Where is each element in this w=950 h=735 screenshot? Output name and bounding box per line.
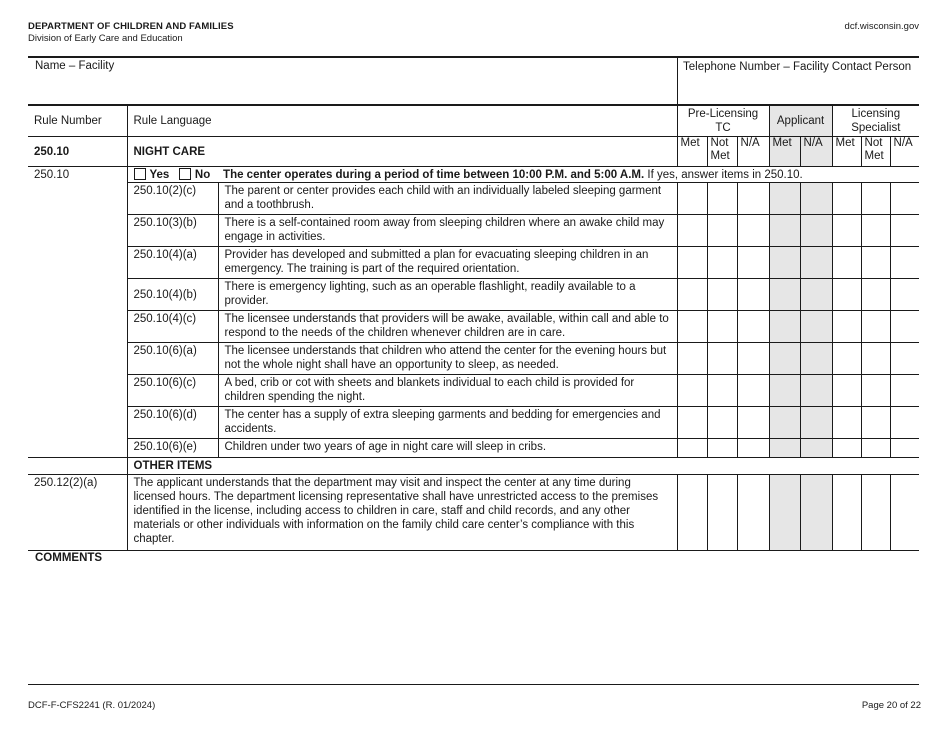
lic-na-cell[interactable] <box>890 310 919 342</box>
header-row-groups <box>28 106 919 136</box>
table-row <box>28 246 919 278</box>
item-rule-text: The licensee understands that children who attend the center for the evening hours but not the whole night shall have an opportunity to sleep, as needed. <box>218 342 677 374</box>
app-met-cell[interactable] <box>769 342 800 374</box>
item-rule-number: 250.10(2)(c) <box>127 182 218 214</box>
pre-met-cell[interactable] <box>677 278 707 310</box>
other-items-heading-row <box>28 457 919 474</box>
lic-met-header: Met <box>832 136 861 166</box>
lic-not-met-cell[interactable] <box>861 474 890 550</box>
website-link[interactable]: dcf.wisconsin.gov <box>844 21 919 32</box>
lic-met-cell[interactable] <box>832 310 861 342</box>
pre-met-cell[interactable] <box>677 474 707 550</box>
pre-not-met-cell[interactable] <box>707 342 737 374</box>
lic-na-cell[interactable] <box>890 246 919 278</box>
pre-met-cell[interactable] <box>677 406 707 438</box>
app-met-cell[interactable] <box>769 182 800 214</box>
condition-row <box>28 166 919 182</box>
section-number: 250.10 <box>28 136 127 166</box>
lic-not-met-cell[interactable] <box>861 182 890 214</box>
table-row <box>28 474 919 550</box>
pre-not-met-cell[interactable] <box>707 406 737 438</box>
lic-not-met-cell[interactable] <box>861 278 890 310</box>
facility-info-box <box>28 56 919 106</box>
pre-met-cell[interactable] <box>677 310 707 342</box>
pre-not-met-cell[interactable] <box>707 374 737 406</box>
facility-phone-field[interactable]: Telephone Number – Facility Contact Person <box>683 61 912 73</box>
item-rule-number: 250.10(4)(b) <box>127 278 218 310</box>
pre-na-header: N/A <box>737 136 769 166</box>
night-care-condition <box>127 166 919 182</box>
lic-na-cell[interactable] <box>890 214 919 246</box>
col-header-rule-language: Rule Language <box>127 106 677 136</box>
pre-met-cell[interactable] <box>677 342 707 374</box>
table-row <box>28 310 919 342</box>
app-met-cell[interactable] <box>769 374 800 406</box>
app-met-cell[interactable] <box>769 278 800 310</box>
app-na-cell[interactable] <box>800 406 832 438</box>
division-name: Division of Early Care and Education <box>28 33 183 44</box>
app-na-cell[interactable] <box>800 438 832 457</box>
item-rule-number: 250.10(4)(c) <box>127 310 218 342</box>
table-row <box>28 278 919 310</box>
pre-not-met-header: Not Met <box>707 136 737 166</box>
lic-met-cell[interactable] <box>832 474 861 550</box>
other-items-title: OTHER ITEMS <box>127 457 919 474</box>
pre-not-met-cell[interactable] <box>707 278 737 310</box>
app-met-cell[interactable] <box>769 246 800 278</box>
item-rule-text: A bed, crib or cot with sheets and blankets individual to each child is provided for children spending the night. <box>218 374 677 406</box>
pre-not-met-cell[interactable] <box>707 438 737 457</box>
lic-not-met-cell[interactable] <box>861 406 890 438</box>
pre-met-cell[interactable] <box>677 182 707 214</box>
app-met-cell[interactable] <box>769 214 800 246</box>
lic-not-met-cell[interactable] <box>861 374 890 406</box>
pre-not-met-cell[interactable] <box>707 214 737 246</box>
item-rule-number: 250.10(6)(a) <box>127 342 218 374</box>
pre-met-header: Met <box>677 136 707 166</box>
blank-cell <box>28 457 127 474</box>
item-rule-number: 250.10(6)(e) <box>127 438 218 457</box>
pre-met-cell[interactable] <box>677 438 707 457</box>
item-rule-number: 250.10(6)(c) <box>127 374 218 406</box>
col-header-licensing-specialist: Licensing Specialist <box>832 106 919 136</box>
pre-not-met-cell[interactable] <box>707 310 737 342</box>
app-na-cell[interactable] <box>800 214 832 246</box>
pre-na-cell[interactable] <box>737 474 769 550</box>
lic-na-cell[interactable] <box>890 438 919 457</box>
other-rule-number: 250.12(2)(a) <box>28 474 127 550</box>
item-rule-text: There is emergency lighting, such as an operable flashlight, readily available to a provider. <box>218 278 677 310</box>
table-row <box>28 406 919 438</box>
lic-not-met-header: Not Met <box>861 136 890 166</box>
lic-not-met-cell[interactable] <box>861 246 890 278</box>
checklist-table <box>28 106 919 551</box>
pre-met-cell[interactable] <box>677 214 707 246</box>
table-row <box>28 438 919 457</box>
app-met-cell[interactable] <box>769 406 800 438</box>
item-rule-number: 250.10(3)(b) <box>127 214 218 246</box>
pre-na-cell[interactable] <box>737 310 769 342</box>
lic-met-cell[interactable] <box>832 246 861 278</box>
table-row <box>28 374 919 406</box>
app-na-cell[interactable] <box>800 342 832 374</box>
app-met-cell[interactable] <box>769 474 800 550</box>
department-name: DEPARTMENT OF CHILDREN AND FAMILIES <box>28 21 234 32</box>
lic-met-cell[interactable] <box>832 214 861 246</box>
pre-met-cell[interactable] <box>677 246 707 278</box>
yes-label: Yes <box>149 168 170 181</box>
other-rule-text: The applicant understands that the department may visit and inspect the center at any time during licensed hours. The department licensing representative shall have unrestricted access to the premises identified in the license, including access to children in care, staff and child records, and any other materials or other individuals with information on the family child care center’s compliance with this chapter. <box>127 474 677 550</box>
app-na-cell[interactable] <box>800 182 832 214</box>
pre-not-met-cell[interactable] <box>707 474 737 550</box>
lic-met-cell[interactable] <box>832 406 861 438</box>
lic-not-met-cell[interactable] <box>861 342 890 374</box>
pre-met-cell[interactable] <box>677 374 707 406</box>
item-rule-text: There is a self-contained room away from sleeping children where an awake child may engage in activities. <box>218 214 677 246</box>
comments-label: COMMENTS <box>35 552 103 564</box>
app-met-cell[interactable] <box>769 438 800 457</box>
pre-na-cell[interactable] <box>737 406 769 438</box>
condition-rule-number: 250.10 <box>28 166 127 457</box>
facility-divider <box>677 58 678 106</box>
lic-met-cell[interactable] <box>832 374 861 406</box>
lic-na-cell[interactable] <box>890 342 919 374</box>
pre-na-cell[interactable] <box>737 214 769 246</box>
pre-na-cell[interactable] <box>737 342 769 374</box>
lic-met-cell[interactable] <box>832 182 861 214</box>
pre-not-met-cell[interactable] <box>707 182 737 214</box>
table-row <box>28 342 919 374</box>
no-label: No <box>194 168 211 181</box>
item-rule-text: The licensee understands that providers will be awake, available, within call and able to respond to the needs of the children whenever children are in care. <box>218 310 677 342</box>
app-na-cell[interactable] <box>800 474 832 550</box>
app-na-cell[interactable] <box>800 310 832 342</box>
lic-not-met-cell[interactable] <box>861 310 890 342</box>
page-number: Page 20 of 22 <box>861 700 921 711</box>
pre-na-cell[interactable] <box>737 182 769 214</box>
lic-met-cell[interactable] <box>832 342 861 374</box>
item-rule-text: Children under two years of age in night care will sleep in cribs. <box>218 438 677 457</box>
condition-statement: The center operates during a period of time between 10:00 P.M. and 5:00 A.M. <box>223 168 645 181</box>
item-rule-text: Provider has developed and submitted a plan for evacuating sleeping children in an emergency. The training is part of the required orientation. <box>218 246 677 278</box>
lic-na-cell[interactable] <box>890 182 919 214</box>
table-row <box>28 214 919 246</box>
pre-na-cell[interactable] <box>737 374 769 406</box>
item-rule-number: 250.10(6)(d) <box>127 406 218 438</box>
table-row <box>28 182 919 214</box>
footer-divider <box>28 684 919 685</box>
col-header-pre-licensing: Pre-Licensing TC <box>677 106 769 136</box>
item-rule-text: The center has a supply of extra sleeping garments and bedding for emergencies and accidents. <box>218 406 677 438</box>
col-header-applicant: Applicant <box>769 106 832 136</box>
lic-not-met-cell[interactable] <box>861 438 890 457</box>
app-na-cell[interactable] <box>800 278 832 310</box>
lic-na-cell[interactable] <box>890 278 919 310</box>
section-title: NIGHT CARE <box>127 136 677 166</box>
app-met-header: Met <box>769 136 800 166</box>
section-row <box>28 136 919 166</box>
pre-na-cell[interactable] <box>737 246 769 278</box>
pre-not-met-cell[interactable] <box>707 246 737 278</box>
item-rule-text: The parent or center provides each child with an individually labeled sleeping garment and a toothbrush. <box>218 182 677 214</box>
condition-instruction: If yes, answer items in 250.10. <box>644 168 803 181</box>
app-na-cell[interactable] <box>800 246 832 278</box>
form-number: DCF-F-CFS2241 (R. 01/2024) <box>28 700 156 711</box>
lic-met-cell[interactable] <box>832 438 861 457</box>
item-rule-number: 250.10(4)(a) <box>127 246 218 278</box>
lic-na-cell[interactable] <box>890 406 919 438</box>
col-header-rule-number: Rule Number <box>28 106 127 136</box>
lic-not-met-cell[interactable] <box>861 214 890 246</box>
no-checkbox[interactable] <box>179 168 191 180</box>
facility-name-field[interactable]: Name – Facility <box>35 60 115 72</box>
app-na-cell[interactable] <box>800 374 832 406</box>
app-met-cell[interactable] <box>769 310 800 342</box>
yes-checkbox[interactable] <box>134 168 146 180</box>
pre-na-cell[interactable] <box>737 278 769 310</box>
lic-na-cell[interactable] <box>890 374 919 406</box>
pre-na-cell[interactable] <box>737 438 769 457</box>
app-na-header: N/A <box>800 136 832 166</box>
lic-na-header: N/A <box>890 136 919 166</box>
lic-met-cell[interactable] <box>832 278 861 310</box>
lic-na-cell[interactable] <box>890 474 919 550</box>
